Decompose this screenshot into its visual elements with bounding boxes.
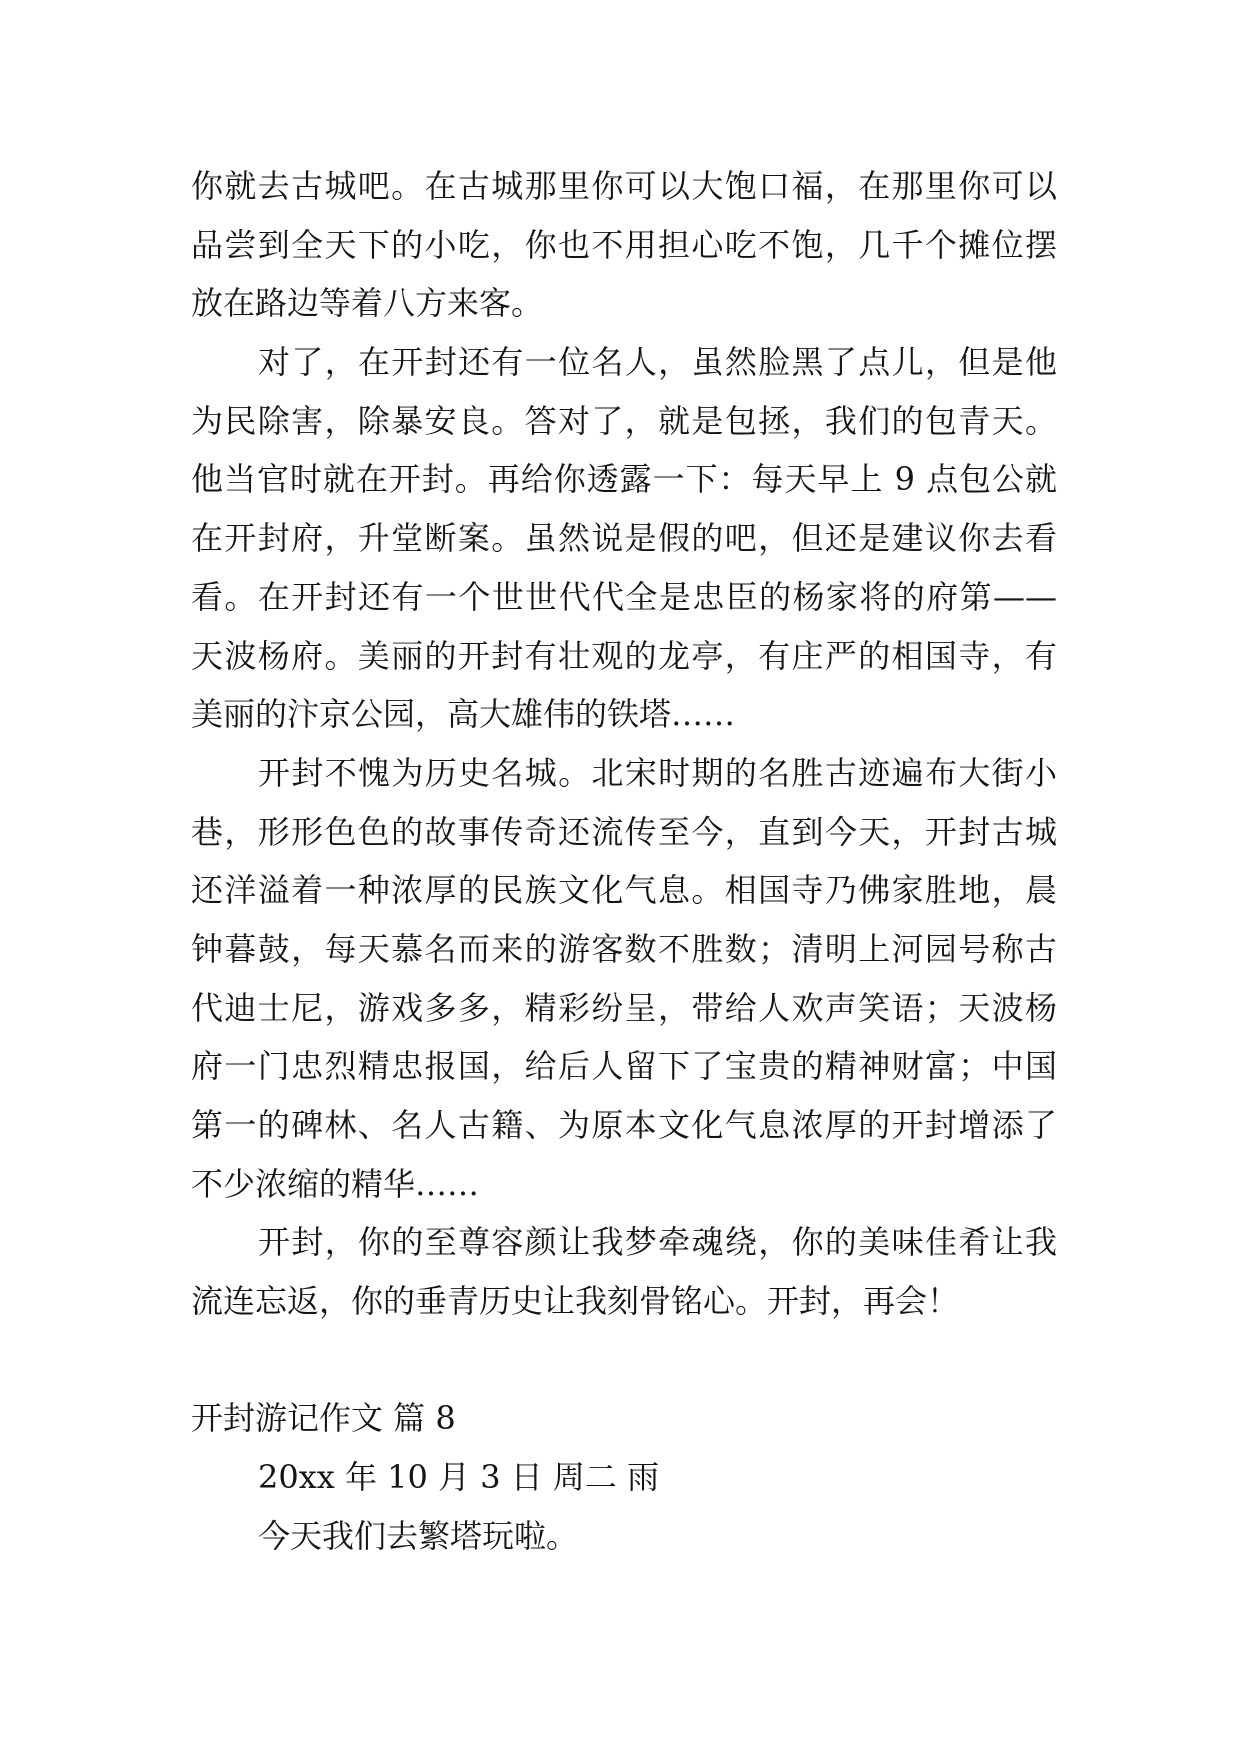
paragraph-2	[191, 333, 1057, 744]
body-line: 开封，你的至尊容颜让我梦牵魂绕，你的美味佳肴让我	[258, 1223, 1057, 1262]
body-line: 代迪士尼，游戏多多，精彩纷呈，带给人欢声笑语；天波杨	[191, 988, 1057, 1027]
body-line: 他当官时就在开封。再给你透露一下：每天早上 9 点包公就	[191, 460, 1057, 499]
body-line: 钟暮鼓，每天慕名而来的游客数不胜数；清明上河园号称古	[191, 929, 1057, 968]
body-line: 为民除害，除暴安良。答对了，就是包拯，我们的包青天。	[191, 401, 1057, 440]
body-line: 第一的碑林、名人古籍、为原本文化气息浓厚的开封增添了	[191, 1106, 1057, 1144]
body-line: 还洋溢着一种浓厚的民族文化气息。相国寺乃佛家胜地，晨	[191, 871, 1057, 910]
body-line: 不少浓缩的精华……	[191, 1164, 480, 1203]
body-line: 你就去古城吧。在古城那里你可以大饱口福，在那里你可以	[191, 167, 1057, 205]
body-line: 看。在开封还有一个世世代代全是忠臣的杨家将的府第——	[191, 577, 1057, 616]
entry-date: 20xx 年 10 月 3 日 周二 雨	[258, 1458, 660, 1497]
body-line: 天波杨府。美丽的开封有壮观的龙亭，有庄严的相国寺，有	[191, 636, 1057, 675]
body-line: 对了，在开封还有一位名人，虽然脸黑了点儿，但是他	[258, 343, 1057, 382]
body-line: 品尝到全天下的小吃，你也不用担心吃不饱，几千个摊位摆	[191, 225, 1057, 264]
paragraph-4	[191, 1213, 1057, 1330]
body-line: 放在路边等着八方来客。	[191, 284, 544, 323]
body-line: 府一门忠烈精忠报国，给后人留下了宝贵的精神财富；中国	[191, 1047, 1057, 1086]
body-line: 开封不愧为历史名城。北宋时期的名胜古迹遍布大街小	[258, 753, 1057, 792]
document-body	[191, 157, 1057, 1566]
paragraph-3	[191, 744, 1057, 1214]
body-line: 美丽的汴京公园，高大雄伟的铁塔……	[191, 695, 736, 734]
blank-line	[191, 1331, 1057, 1390]
body-line: 流连忘返，你的垂青历史让我刻骨铭心。开封，再会！	[191, 1282, 960, 1321]
entry-text: 今天我们去繁塔玩啦。	[258, 1516, 579, 1555]
body-line: 巷，形形色色的故事传奇还流传至今，直到今天，开封古城	[191, 812, 1057, 851]
body-line: 在开封府，升堂断案。虽然说是假的吧，但还是建议你去看	[191, 519, 1057, 558]
section-heading: 开封游记作文 篇 8	[191, 1399, 456, 1438]
paragraph-1	[191, 157, 1057, 333]
